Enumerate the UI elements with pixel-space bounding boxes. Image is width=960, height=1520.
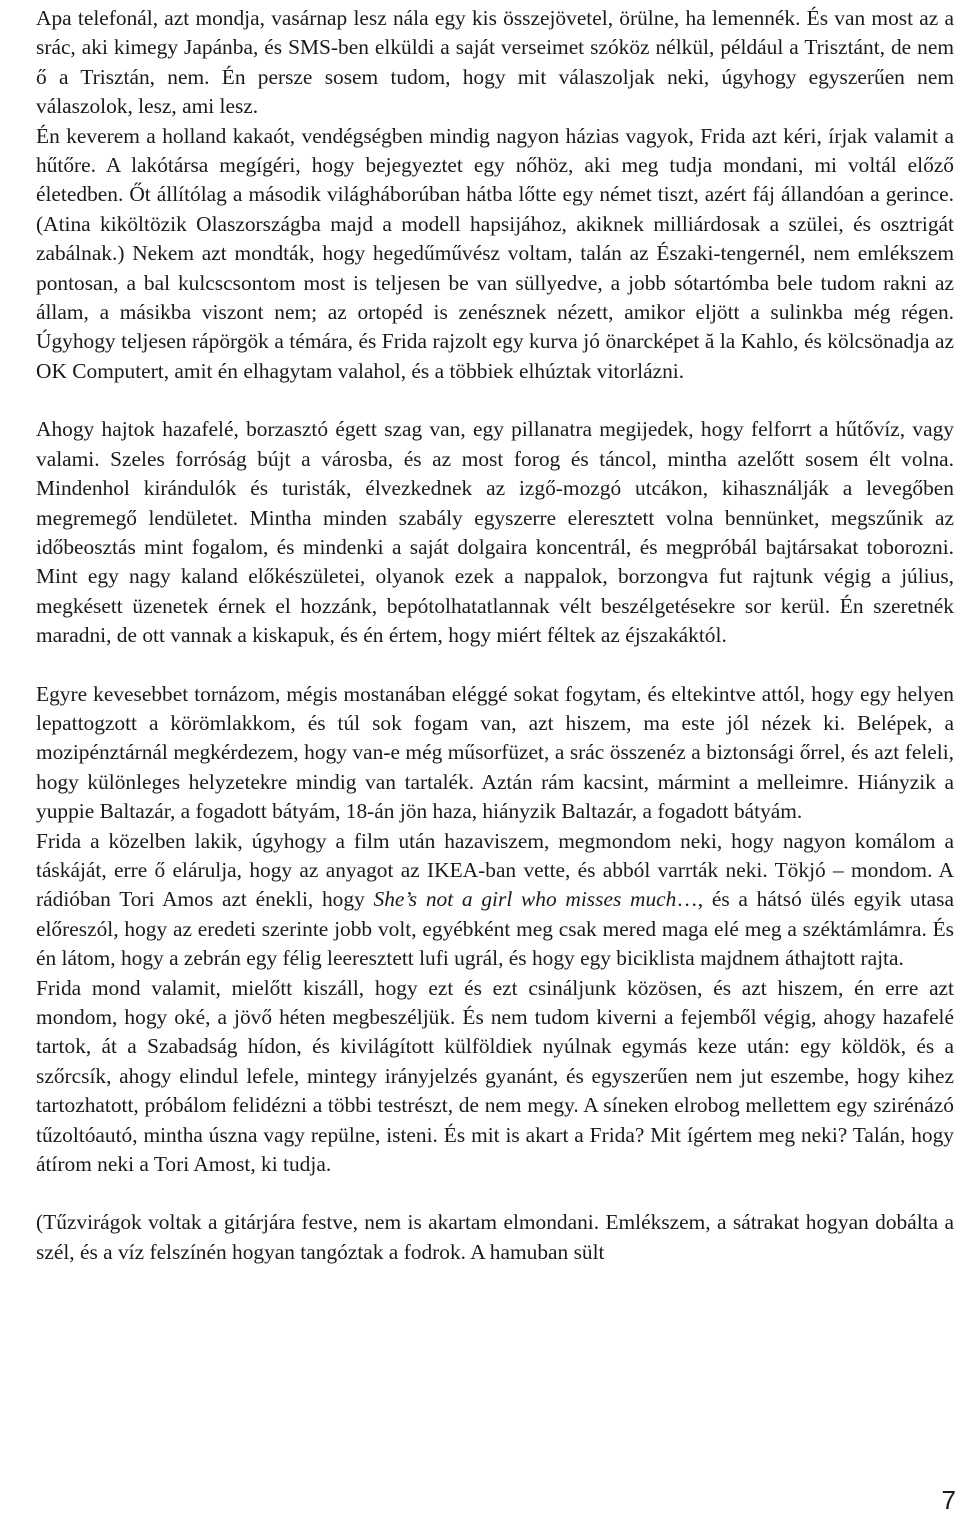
page-number: 7 [941, 1485, 956, 1515]
paragraph-7: (Tűzvirágok voltak a gitárjára festve, nem is akartam elmondani. Emlékszem, a sátrakat hogyan dobálta a szél, és a víz felszínén hogyan tangóztak a fodrok. A hamuban sült [36, 1210, 954, 1264]
paragraph-2: Én keverem a holland kakaót, vendégségben mindig nagyon házias vagyok, Frida azt kéri, írjak valamit a hűtőre. A lakótársa megígéri, hogy bejegyeztet egy nőhöz, aki meg tudja mondani, mi voltál előző életedben. Őt állítólag a második világháborúban hátba lőtte egy német tiszt, azért fáj állandóan a gerince. (Atina kiköltözik Olaszországba majd a modell hapsijához, akiknek milliárdosak a szülei, és osztrigát zabálnak.) Nekem azt mondták, hogy hegedűművész voltam, talán az Északi-tengernél, nem emlékszem pontosan, a bal kulcscsontom most is teljesen be van süllyedve, a jobb sótartómba bele tudom rakni az állam, a másikba viszont nem; az ortopéd is zenésznek nézett, amikor eljött a sulinkba még régen. Úgyhogy teljesen rápörgök a témára, és Frida rajzolt egy kurva jó önarcképet ă la Kahlo, és kölcsönadja az OK Computert, amit én elhagytam valahol, és a többiek elhúztak vitorlázni. [36, 123, 954, 383]
paragraph-5-text-end: …, és a hátsó ülés egyik utasa előreszól, hogy az eredeti szerinte jobb volt, egyébként meg csak mered maga elé meg a széktámlámra. És én látom, hogy a zebrán egy félig leeresztett lufi ugrál, és hogy egy biciklista majdnem áthajtott rajta. [36, 887, 954, 971]
paragraph-6: Frida mond valamit, mielőtt kiszáll, hogy ezt és ezt csináljunk közösen, és azt hiszem, én erre azt mondom, hogy oké, a jövő héten megbeszéljük. És nem tudom kiverni a fejemből végig, ahogy hazafelé tartok, át a Szabadság hídon, és kivilágított külföldiek nyúlnak egymás keze után: egy köldök, és a szőrcsík, ahogy elindul lefele, mintegy irányjelzés gyanánt, és egyszerűen nem jut eszembe, hogy kihez tartozhatott, próbálom felidézni a többi testrészt, de nem megy. A síneken elrobog mellettem egy szirénázó tűzoltóautó, mintha úszna vagy repülne, isteni. És mit is akart a Frida? Mit ígértem meg neki? Talán, hogy átírom neki a Tori Amost, ki tudja. [36, 975, 954, 1177]
paragraph-4: Egyre kevesebbet tornázom, mégis mostanában eléggé sokat fogytam, és eltekintve attól, hogy egy helyen lepattogzott a körömlakkom, és túl sok fogam van, azt hiszem, ma este jól nézek ki. Belépek, a mozipénztárnál megkérdezem, hogy van-e még műsorfüzet, a srác összenéz a biztonsági őrrel, és azt feleli, hogy különleges helyzetekre mindig van tartalék. Aztán rám kacsint, mármint a melleimre. Hiányzik a yuppie Baltazár, a fogadott bátyám, 18-án jön haza, hiányzik Baltazár, a fogadott bátyám. [36, 681, 954, 824]
paragraph-5 [36, 827, 954, 974]
section-gap [36, 651, 954, 680]
paragraph-5-text-start: Frida a közelben lakik, úgyhogy a film után hazaviszem, megmondom neki, hogy nagyon komálom a táskáját, erre ő elárulja, hogy az anyagot az IKEA-ban vette, és abból varrták neki. Tökjó – mondom. A rádióban Tori Amos azt énekli, hogy [36, 828, 954, 912]
section-gap [36, 1179, 954, 1208]
document-page [36, 4, 954, 1267]
paragraph-1: Apa telefonál, azt mondja, vasárnap lesz nála egy kis összejövetel, örülne, ha lemennék. És van most az a srác, aki kimegy Japánba, és SMS-ben elküldi a saját verseimet szóköz nélkül, például a Trisztánt, de nem ő a Trisztán, nem. Én persze sosem tudom, hogy mit válaszoljak neki, úgyhogy egyszerűen nem válaszolok, lesz, ami lesz. [36, 6, 954, 119]
section-gap [36, 386, 954, 415]
paragraph-3: Ahogy hajtok hazafelé, borzasztó égett szag van, egy pillanatra megijedek, hogy felforrt a hűtővíz, vagy valami. Szeles forróság bújt a városba, és az most forog és táncol, mintha azelőtt sosem élt volna. Mindenhol kirándulók és turisták, élvezkednek az izgő-mozgó utcákon, kihasználják a levegőben megremegő lendületet. Mintha minden szabály egyszerre eleresztett volna bennünket, megszűnik az időbeosztás mint fogalom, és mindenki a saját dolgaira koncentrál, és megpróbál bajtársakat toborozni. Mint egy nagy kaland előkészületei, olyanok ezek a nappalok, borzongva fut rajtunk végig a július, megkésett üzenetek érnek el hozzánk, bepótolhatatlannak vélt beszélgetésekre sor kerül. Én szeretnék maradni, de ott vannak a kiskapuk, és én értem, hogy miért féltek az éjszakáktól. [36, 417, 954, 648]
song-lyric: She’s not a girl who misses much [373, 887, 677, 912]
